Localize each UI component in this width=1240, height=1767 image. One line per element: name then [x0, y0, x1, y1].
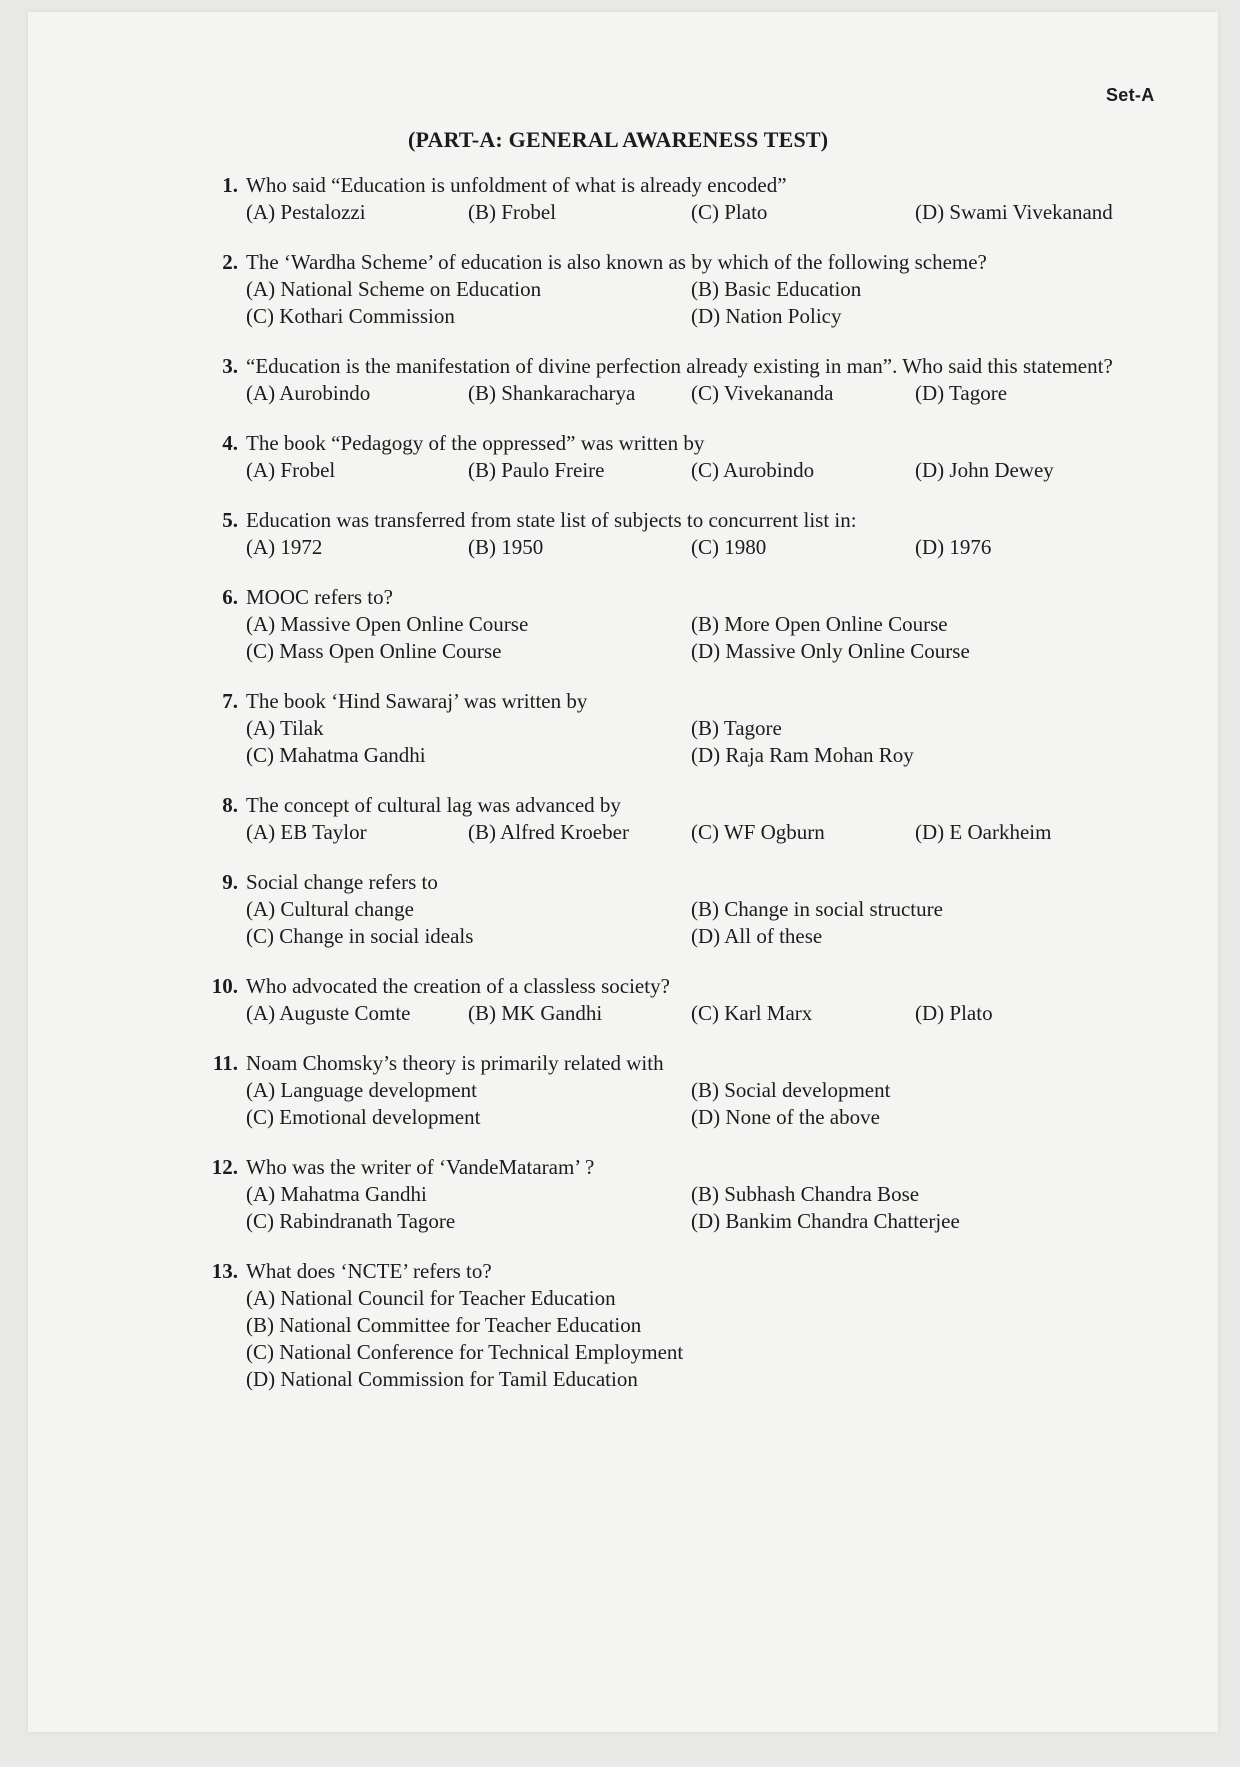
- option-b: (B) Frobel: [468, 200, 557, 224]
- option-c: (C) Change in social ideals: [246, 924, 474, 948]
- option-a: (A) National Scheme on Education: [246, 277, 542, 301]
- option-d: (D) 1976: [915, 535, 992, 559]
- option-c: (C) Aurobindo: [691, 458, 815, 482]
- option-a: (A) Aurobindo: [246, 381, 371, 405]
- part-title: (PART-A: GENERAL AWARENESS TEST): [408, 127, 829, 152]
- option-a: (A) 1972: [246, 535, 323, 559]
- question-number: 1.: [222, 173, 238, 197]
- question-8: [200, 792, 1180, 846]
- question-number: 11.: [212, 1051, 238, 1075]
- question-10: [200, 973, 1180, 1027]
- question-text: The book ‘Hind Sawaraj’ was written by: [246, 689, 588, 713]
- option-c: (C) WF Ogburn: [691, 820, 825, 844]
- option-c: (C) Plato: [691, 200, 768, 224]
- option-b: (B) Tagore: [691, 716, 782, 740]
- option-d: (D) All of these: [691, 924, 823, 948]
- question-text: MOOC refers to?: [246, 585, 393, 609]
- question-12: [200, 1154, 1180, 1235]
- option-b: (B) Subhash Chandra Bose: [691, 1182, 920, 1206]
- option-d: (D) National Commission for Tamil Education: [246, 1367, 638, 1391]
- question-text: The ‘Wardha Scheme’ of education is also known as by which of the following scheme?: [246, 250, 987, 274]
- question-number: 8.: [222, 793, 238, 817]
- question-9: [200, 869, 1180, 950]
- option-d: (D) Nation Policy: [691, 304, 842, 328]
- option-c: (C) Rabindranath Tagore: [246, 1209, 456, 1233]
- set-label: Set-A: [1106, 85, 1155, 105]
- option-d: (D) John Dewey: [915, 458, 1054, 482]
- option-d: (D) E Oarkheim: [915, 820, 1052, 844]
- option-c: (C) Mahatma Gandhi: [246, 743, 426, 767]
- option-b: (B) MK Gandhi: [468, 1001, 603, 1025]
- option-c: (C) Kothari Commission: [246, 304, 455, 328]
- option-c: (C) National Conference for Technical Employment: [246, 1340, 684, 1364]
- question-number: 3.: [222, 354, 238, 378]
- question-number: 6.: [222, 585, 238, 609]
- option-b: (B) Paulo Freire: [468, 458, 605, 482]
- question-list: [200, 172, 1180, 1416]
- option-d: (D) Bankim Chandra Chatterjee: [691, 1209, 960, 1233]
- option-b: (B) Alfred Kroeber: [468, 820, 629, 844]
- question-number: 13.: [211, 1259, 238, 1283]
- question-text: “Education is the manifestation of divine perfection already existing in man”. Who said this statement?: [246, 354, 1113, 378]
- option-c: (C) Emotional development: [246, 1105, 481, 1129]
- option-c: (C) Mass Open Online Course: [246, 639, 502, 663]
- option-a: (A) Massive Open Online Course: [246, 612, 529, 636]
- option-a: (A) Cultural change: [246, 897, 414, 921]
- question-number: 2.: [222, 250, 238, 274]
- question-6: [200, 584, 1180, 665]
- question-text: The concept of cultural lag was advanced by: [246, 793, 621, 817]
- option-d: (D) None of the above: [691, 1105, 880, 1129]
- question-number: 4.: [222, 431, 238, 455]
- question-text: Who advocated the creation of a classless society?: [246, 974, 670, 998]
- question-number: 10.: [211, 974, 238, 998]
- question-4: [200, 430, 1180, 484]
- option-a: (A) National Council for Teacher Education: [246, 1286, 616, 1310]
- option-b: (B) More Open Online Course: [691, 612, 948, 636]
- exam-page: [28, 12, 1218, 1732]
- question-text: The book “Pedagogy of the oppressed” was written by: [246, 431, 705, 455]
- option-b: (B) National Committee for Teacher Education: [246, 1313, 642, 1337]
- option-b: (B) 1950: [468, 535, 544, 559]
- question-number: 12.: [211, 1155, 238, 1179]
- option-b: (B) Basic Education: [691, 277, 862, 301]
- option-c: (C) Vivekananda: [691, 381, 834, 405]
- option-d: (D) Tagore: [915, 381, 1008, 405]
- option-a: (A) Mahatma Gandhi: [246, 1182, 427, 1206]
- question-text: Who said “Education is unfoldment of what is already encoded”: [246, 173, 787, 197]
- question-13: [200, 1258, 1180, 1393]
- option-a: (A) Auguste Comte: [246, 1001, 411, 1025]
- option-b: (B) Social development: [691, 1078, 891, 1102]
- question-text: What does ‘NCTE’ refers to?: [246, 1259, 492, 1283]
- option-a: (A) EB Taylor: [246, 820, 367, 844]
- question-text: Noam Chomsky’s theory is primarily related with: [246, 1051, 664, 1075]
- question-11: [200, 1050, 1180, 1131]
- option-c: (C) Karl Marx: [691, 1001, 813, 1025]
- option-c: (C) 1980: [691, 535, 767, 559]
- question-number: 9.: [222, 870, 238, 894]
- question-text: Who was the writer of ‘VandeMataram’ ?: [246, 1155, 595, 1179]
- question-5: [200, 507, 1180, 561]
- question-3: [200, 353, 1180, 407]
- option-d: (D) Raja Ram Mohan Roy: [691, 743, 914, 767]
- option-d: (D) Swami Vivekanand: [915, 200, 1113, 224]
- question-number: 5.: [222, 508, 238, 532]
- option-a: (A) Tilak: [246, 716, 324, 740]
- question-2: [200, 249, 1180, 330]
- option-b: (B) Shankaracharya: [468, 381, 636, 405]
- question-text: Education was transferred from state list of subjects to concurrent list in:: [246, 508, 857, 532]
- question-text: Social change refers to: [246, 870, 438, 894]
- option-a: (A) Frobel: [246, 458, 336, 482]
- question-7: [200, 688, 1180, 769]
- option-b: (B) Change in social structure: [691, 897, 943, 921]
- option-d: (D) Plato: [915, 1001, 993, 1025]
- question-1: [200, 172, 1180, 226]
- option-a: (A) Language development: [246, 1078, 477, 1102]
- option-d: (D) Massive Only Online Course: [691, 639, 970, 663]
- question-number: 7.: [222, 689, 238, 713]
- option-a: (A) Pestalozzi: [246, 200, 366, 224]
